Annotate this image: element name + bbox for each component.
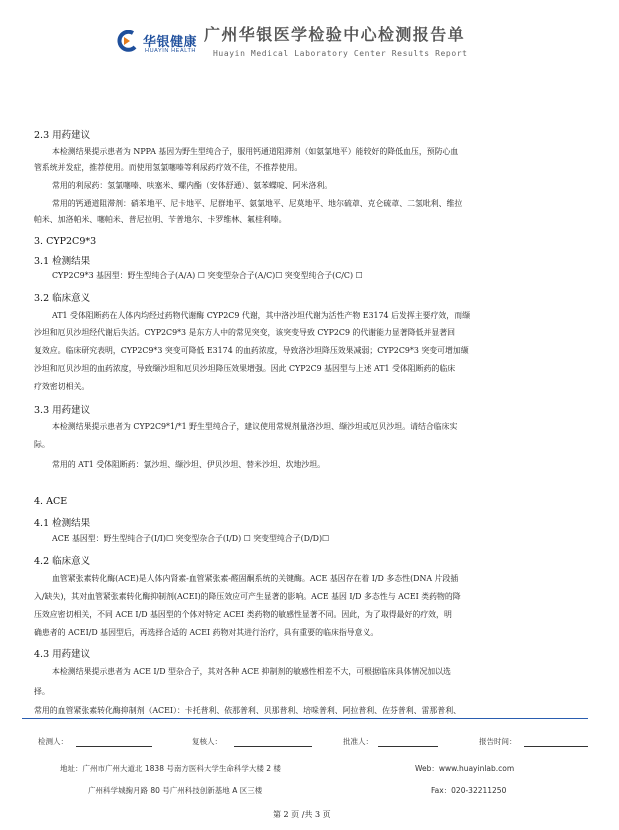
section-3-3-title: 3.3 用药建议 bbox=[34, 405, 91, 416]
s32-line3: 复效应。临床研究表明，CYP2C9*3 突变可降低 E3174 的血药浓度，导致洛沙坦降压效果减弱；CYP2C9*3 突变可增加缬 bbox=[34, 346, 469, 355]
s33-at1-drugs: 常用的 AT1 受体阻断药：氯沙坦、缬沙坦、伊贝沙坦、替米沙坦、坎地沙坦。 bbox=[52, 460, 326, 469]
inspector-label: 检测人： bbox=[38, 737, 68, 746]
s33-line2: 际。 bbox=[34, 440, 50, 449]
s23-diuretics-line: 常用的利尿药：氢氯噻嗪、呋塞米、螺内酯（安体舒通）、氨苯蝶啶、阿米洛利。 bbox=[52, 181, 333, 190]
section-3-1-title: 3.1 检测结果 bbox=[34, 256, 91, 267]
s42-line2: 入/缺失)，其对血管紧张素转化酶抑制剂(ACEI)的降压效应可产生显著的影响。ACE 基因 I/D 多态性与 ACEI 类药物的降 bbox=[34, 592, 461, 601]
s42-line4: 确患者的 ACEI/D 基因型后，再选择合适的 ACEI 药物对其进行治疗，具有重要的临床指导意义。 bbox=[34, 628, 379, 637]
section-3-title: 3. CYP2C9*3 bbox=[34, 236, 97, 247]
section-4-title: 4. ACE bbox=[34, 496, 68, 507]
logo-chinese-text: 华银健康 bbox=[143, 34, 198, 49]
s43-line1: 本检测结果提示患者为 ACE I/D 型杂合子，其对各种 ACE 抑制剂的敏感性相差不大，可根据临床具体情况加以选 bbox=[52, 667, 451, 676]
inspector-signature-line bbox=[76, 746, 152, 747]
s42-line3: 压效应密切相关，不同 ACE I/D 基因型的个体对特定 ACEI 类药物的敏感性显著不同。因此，为了取得最好的疗效，明 bbox=[34, 610, 452, 619]
content-bottom-divider bbox=[22, 718, 588, 719]
address-line-2: 广州科学城掬月路 80 号广州科技创新基地 A 区三楼 bbox=[88, 786, 263, 795]
section-4-3-title: 4.3 用药建议 bbox=[34, 649, 91, 660]
section-3-2-title: 3.2 临床意义 bbox=[34, 293, 91, 304]
website: Web：www.huayinlab.com bbox=[415, 764, 515, 773]
s42-line1: 血管紧张素转化酶(ACE)是人体内肾素-血管紧张素-醛固酮系统的关键酶。ACE 基因存在着 I/D 多态性(DNA 片段插 bbox=[52, 574, 459, 583]
ace-genotype-result: ACE 基因型：野生型纯合子(I/I)☐ 突变型杂合子(I/D) ☐ 突变型纯合子(D/D)☐ bbox=[52, 534, 330, 543]
report-subtitle: Huayin Medical Laboratory Center Results Report bbox=[213, 49, 468, 58]
address-line-1: 地址：广州市广州大道北 1838 号南方医科大学生命科学大楼 2 楼 bbox=[60, 764, 281, 773]
fax-number: Fax：020-32211250 bbox=[431, 786, 507, 795]
section-2-3-title: 2.3 用药建议 bbox=[34, 130, 91, 141]
s23-paragraph-line1: 本检测结果提示患者为 NPPA 基因为野生型纯合子，服用钙通道阻滞剂（如氨氯地平）能较好的降低血压，预防心血 bbox=[52, 147, 459, 156]
s32-line1: AT1 受体阻断药在人体内均经过药物代谢酶 CYP2C9 代谢，其中洛沙坦代谢为活性产物 E3174 后发挥主要疗效，而缬 bbox=[52, 311, 470, 320]
s23-ccb-line1: 常用的钙通道阻滞剂：硝苯地平、尼卡地平、尼群地平、氨氯地平、尼莫地平、地尔硫䓬、克仑硫䓬、二氢吡利、维拉 bbox=[52, 199, 463, 208]
s33-line1: 本检测结果提示患者为 CYP2C9*1/*1 野生型纯合子，建议使用常规剂量洛沙坦、缬沙坦或厄贝沙坦。请结合临床实 bbox=[52, 422, 458, 431]
section-4-1-title: 4.1 检测结果 bbox=[34, 518, 91, 529]
cyp2c9-genotype-result: CYP2C9*3 基因型：野生型纯合子(A/A) ☐ 突变型杂合子(A/C)☐ 突变型纯合子(C/C) ☐ bbox=[52, 271, 363, 280]
s23-paragraph-line2: 管系统并发症，推荐使用。而使用氢氯噻嗪等利尿药疗效不佳，不推荐使用。 bbox=[34, 163, 303, 172]
logo-english-text: HUAYIN HEALTH bbox=[145, 48, 196, 54]
reviewer-signature-line bbox=[234, 746, 312, 747]
reviewer-label: 复核人： bbox=[192, 737, 222, 746]
report-time-label: 报告时间： bbox=[479, 737, 517, 746]
s43-line2: 择。 bbox=[34, 687, 50, 696]
approver-label: 批准人： bbox=[343, 737, 373, 746]
report-title: 广州华银医学检验中心检测报告单 bbox=[204, 25, 466, 44]
s32-line2: 沙坦和厄贝沙坦经代谢后失活。CYP2C9*3 是东方人中的常见突变，该突变导致 CYP2C9 的代谢能力显著降低并显著回 bbox=[34, 328, 456, 337]
s32-line5: 疗效密切相关。 bbox=[34, 382, 90, 391]
section-4-2-title: 4.2 临床意义 bbox=[34, 556, 91, 567]
s32-line4: 沙坦和厄贝沙坦的血药浓度，导致缬沙坦和厄贝沙坦降压效果增强。因此 CYP2C9 基因型与上述 AT1 受体阻断药的临床 bbox=[34, 364, 456, 373]
s23-ccb-line2: 帕米、加洛帕米、噻帕米、普尼拉明、苄普地尔、卡罗维林、氟桂利嗪。 bbox=[34, 215, 287, 224]
s43-acei-drugs: 常用的血管紧张素转化酶抑制剂（ACEI）：卡托普利、依那普利、贝那普利、培哚普利、阿拉普利、佐芬普利、雷那普利、 bbox=[34, 706, 461, 715]
report-time-line bbox=[524, 746, 588, 747]
huayin-logo-icon bbox=[114, 30, 140, 52]
approver-signature-line bbox=[378, 746, 438, 747]
page-number: 第 2 页 /共 3 页 bbox=[273, 810, 331, 819]
